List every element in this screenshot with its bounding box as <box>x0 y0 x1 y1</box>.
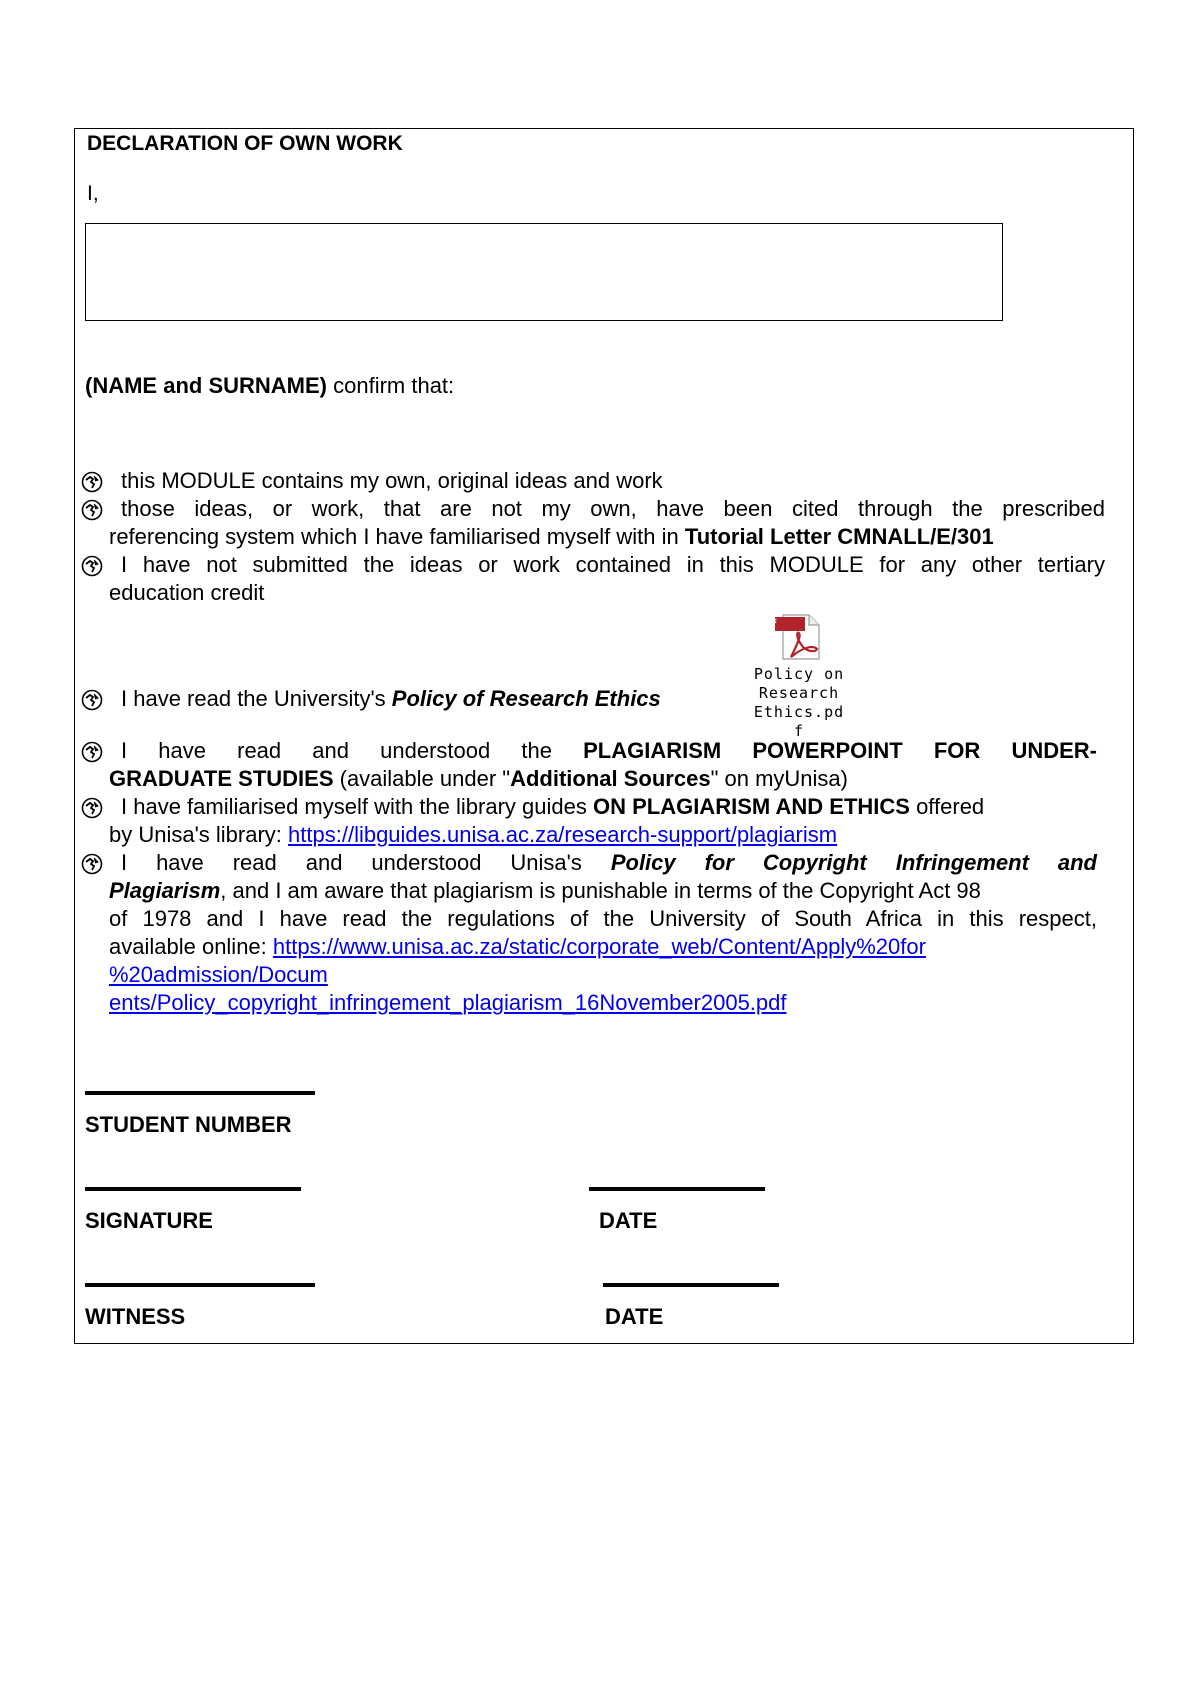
name-input-box[interactable] <box>85 223 1003 321</box>
signature-line[interactable] <box>85 1187 301 1191</box>
signature-label: SIGNATURE <box>85 1208 213 1233</box>
copyright-policy-link-part-3[interactable]: ents/Policy_copyright_infringement_plagiarism_16November2005.pdf <box>109 990 787 1015</box>
bullet-text-7d <box>109 933 1069 961</box>
bullet-text-5a <box>121 737 1097 765</box>
globe-arrow-icon <box>81 853 103 875</box>
pdf-caption-3: Ethics.pd <box>753 703 845 721</box>
bullet-text-6b <box>109 821 1069 849</box>
bullet-text-2b-plain: referencing system which I have familiarised myself with in <box>109 524 685 549</box>
additional-sources-ref: Additional Sources <box>510 766 711 791</box>
witness-line[interactable] <box>85 1283 315 1287</box>
graduate-studies-ref: GRADUATE STUDIES <box>109 766 334 791</box>
student-number-label: STUDENT NUMBER <box>85 1112 292 1137</box>
copyright-policy-link-part-2[interactable]: %20admission/Docum <box>109 962 328 987</box>
bullet-text-7e <box>109 961 1069 989</box>
witness-label: WITNESS <box>85 1304 186 1329</box>
witness-date-label: DATE <box>605 1304 664 1329</box>
globe-arrow-icon <box>81 555 103 577</box>
bullet-text-6a-plain: I have familiarised myself with the library guides <box>121 794 593 819</box>
signature-date-line[interactable] <box>589 1187 765 1191</box>
pdf-caption-1: Policy on <box>753 665 845 683</box>
declaration-title: DECLARATION OF OWN WORK <box>87 132 403 155</box>
bullet-text-5b-mid: (available under " <box>333 766 511 791</box>
pdf-badge: PDF <box>754 618 778 629</box>
declaration-frame <box>74 128 1134 1344</box>
plagiarism-ethics-ref: ON PLAGIARISM AND ETHICS <box>592 794 910 819</box>
libguides-link[interactable]: https://libguides.unisa.ac.za/research-support/plagiarism <box>288 822 838 847</box>
bullet-text-7a-plain: I have read and understood Unisa's <box>121 850 611 875</box>
bullet-text-7d-plain: available online: <box>109 934 273 959</box>
copyright-policy-link-part-1[interactable]: https://www.unisa.ac.za/static/corporate_web/Content/Apply%20for <box>272 934 926 959</box>
bullet-text-3a: I have not submitted the ideas or work contained in this MODULE for any other tertiary <box>121 552 1105 577</box>
confirm-text: confirm that: <box>327 373 455 398</box>
bullet-text-7c: of 1978 and I have read the regulations of the University of South Africa in this respect, <box>109 906 1097 931</box>
plagiarism-powerpoint-ref: PLAGIARISM POWERPOINT FOR UNDER- <box>583 738 1097 763</box>
bullet-text-6a <box>121 793 1105 821</box>
bullet-text-1: this MODULE contains my own, original ideas and work <box>121 468 663 493</box>
student-number-line[interactable] <box>85 1091 315 1095</box>
bullet-text-5a-plain: I have read and understood the <box>121 738 584 763</box>
bullet-text-2a: those ideas, or work, that are not my own, have been cited through the prescribed <box>121 496 1105 521</box>
pdf-caption-4: f <box>793 722 805 740</box>
research-ethics-policy: Policy of Research Ethics <box>391 686 661 711</box>
bullet-text-4-plain: I have read the University's <box>121 686 392 711</box>
bullet-text-5b <box>109 765 1069 793</box>
bullet-text-3b: education credit <box>109 580 265 605</box>
witness-date-line[interactable] <box>603 1283 779 1287</box>
bullet-text-6b-plain: by Unisa's library: <box>109 822 289 847</box>
pdf-attachment[interactable] <box>749 613 849 741</box>
bullet-text-6a-end: offered <box>909 794 985 819</box>
globe-arrow-icon <box>81 797 103 819</box>
bullet-text-7f <box>109 989 1069 1017</box>
copyright-policy-ref: Policy for Copyright Infringement and <box>610 850 1097 875</box>
plagiarism-ref: Plagiarism <box>109 878 221 903</box>
bullet-text-2b <box>109 523 1109 551</box>
globe-arrow-icon <box>81 741 103 763</box>
bullet-text-4 <box>121 685 721 713</box>
globe-arrow-icon <box>81 499 103 521</box>
i-prefix: I, <box>87 182 99 205</box>
tutorial-letter-ref: Tutorial Letter CMNALL/E/301 <box>684 524 994 549</box>
name-surname-label: (NAME and SURNAME) <box>85 373 327 398</box>
pdf-caption-2: Research <box>758 684 840 702</box>
globe-arrow-icon <box>81 689 103 711</box>
bullet-text-7b <box>109 877 1099 905</box>
globe-arrow-icon <box>81 471 103 493</box>
bullet-text-5b-end: " on myUnisa) <box>710 766 848 791</box>
confirm-line <box>85 372 454 400</box>
pdf-file-icon <box>773 613 827 661</box>
bullet-text-7a <box>121 849 1097 877</box>
bullet-text-7b-rest: , and I am aware that plagiarism is punishable in terms of the Copyright Act 98 <box>220 878 981 903</box>
signature-date-label: DATE <box>599 1208 658 1233</box>
